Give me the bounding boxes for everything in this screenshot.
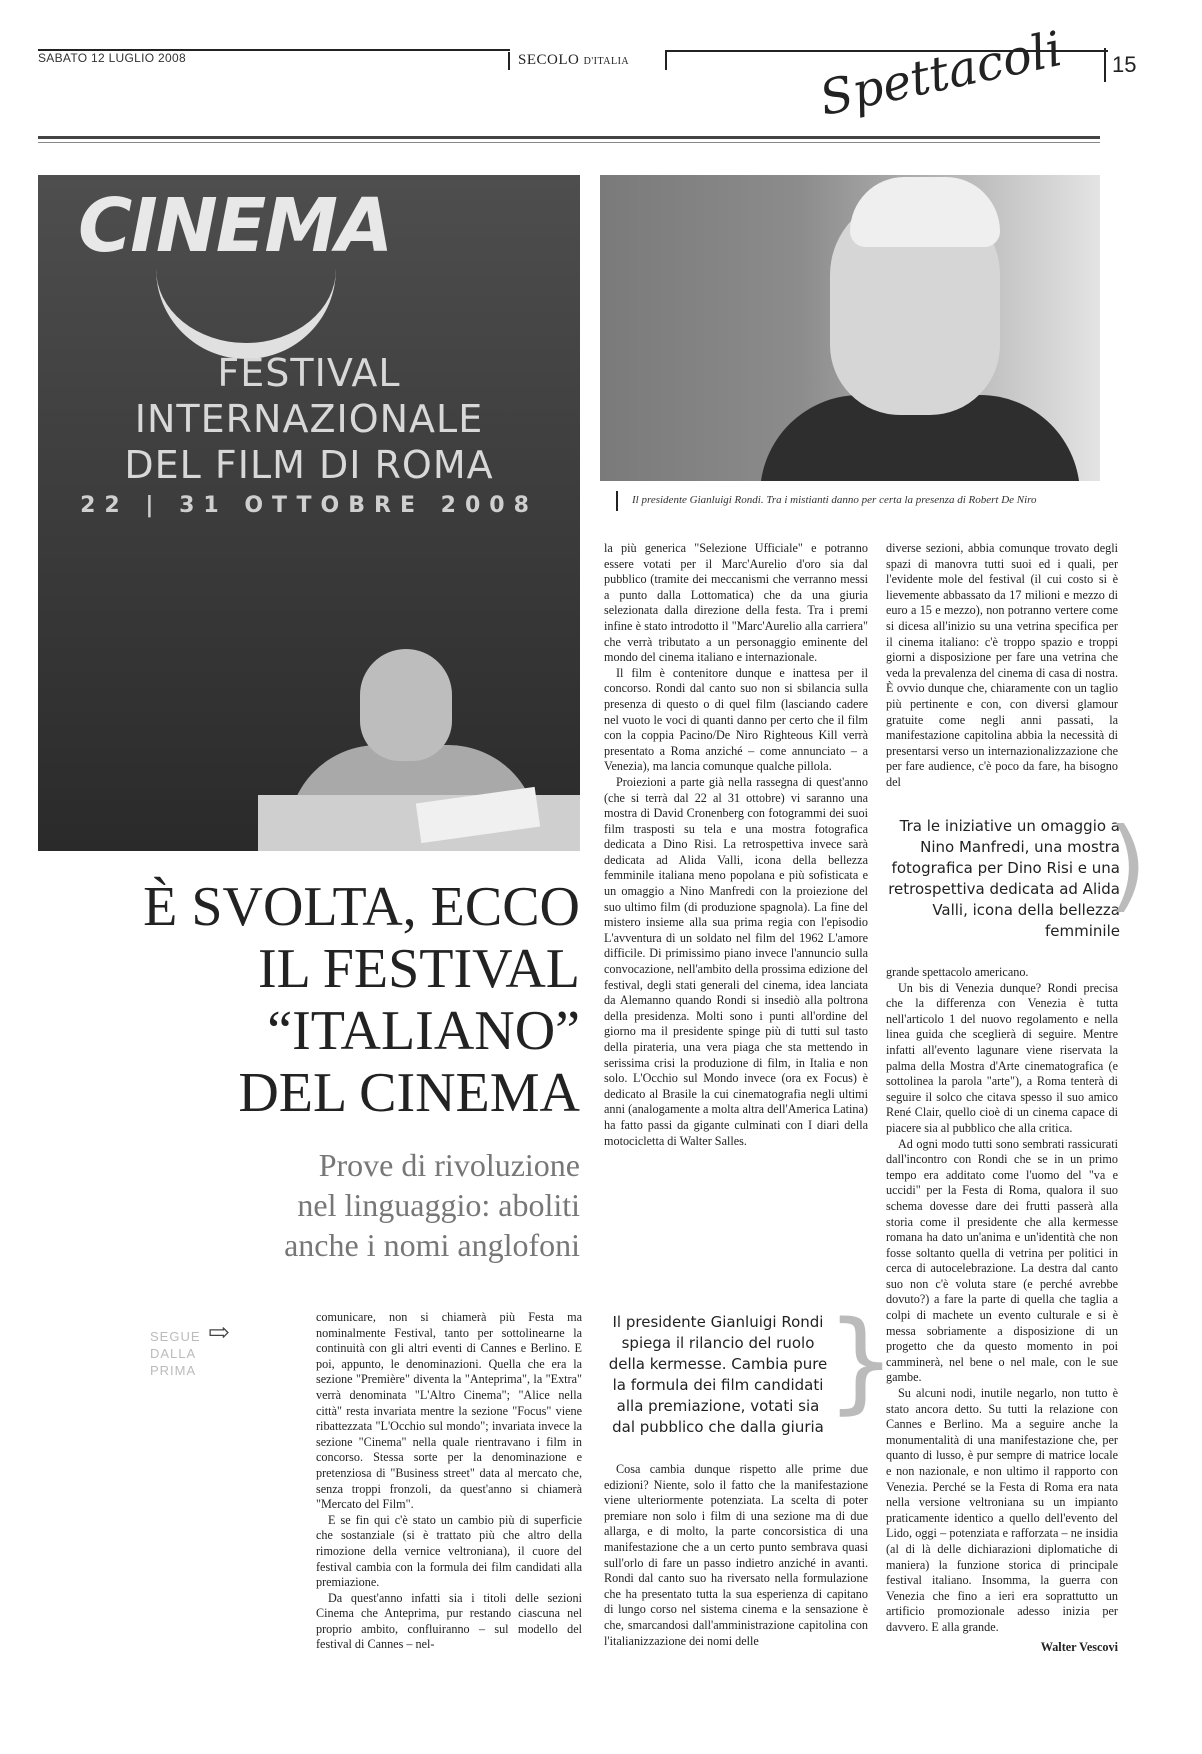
newspaper-name-suffix: D'ITALIA — [583, 56, 630, 67]
paragraph: Cosa cambia dunque rispetto alle prime due edizioni? Niente, solo il fatto che la manifestazione viene ulteriormente potenziata. La scelta di poter premiare non solo i film di una sezione ma di due allarga, e di molto, la parte concorsistica di una manifestazione che a un certo punto sembrava quasi sull'orlo di fare un passo indietro anziché in avanti. Rondi dal canto suo ha riversato nella formulazione che ha presentato tutta la sua esperienza di capitano di lungo corso nel sistema cinema e la sensazione è che, smarcandosi dall'amministrazione capitolina con l'italianizzazione dei nomi delle — [604, 1462, 868, 1648]
banner-dates: 22 | 31 OTTOBRE 2008 — [80, 493, 538, 518]
quote-brace: ) — [1108, 806, 1148, 923]
subhead-line: Prove di rivoluzione — [318, 1147, 580, 1183]
festival-photo — [38, 175, 580, 851]
portrait-hair — [850, 177, 1000, 247]
newspaper-name — [518, 52, 629, 69]
paragraph: Proiezioni a parte già nella rassegna di quest'anno (che si terrà dal 22 al 31 ottobre) vi saranno una mostra di David Cronenberg con fotogrammi dei suoi film trasposti su tela e una mostra fotografica dedicata a Dino Risi. La retrospettiva invece sarà dedicata ad Alida Valli, icona della bellezza femminile italiana meno popolana e più sofisticata e un omaggio a Nino Manfredi con la proiezione del suo ultimo film (di produzione spagnola). La fine del mistero insieme alla sua prima regia con l'episodio L'avventura di un soldato nel film del 1962 L'amore difficile. Di primissimo piano invece l'annuncio sulla convocazione, nell'ambito della prossima edizione del festival, degli stati generali del cinema, idea lanciata da Alemanno quando Rondi si insediò alla poltrona della presidenza. Molti sono i punti all'ordine del giorno ma il presidente spinge più di tutti sul tasto della pirateria, una vera piaga che sta mettendo in serissima crisi la produzione di film, in Italia e non solo. L'Occhio sul Mondo invece (ora ex Focus) è dedicato al Brasile la cui cinematografia negli ultimi anni (analogamente a molta altra dell'America Latina) ha fatto passi da gigante culminati con I diari della motocicletta di Walter Salles. — [604, 774, 868, 1148]
caption-marker — [616, 491, 618, 511]
arrow-right-icon: ⇨ — [208, 1318, 230, 1347]
headline-line: IL FESTIVAL — [258, 938, 580, 1000]
article-column — [604, 541, 868, 1149]
issue-date: SABATO 12 LUGLIO 2008 — [38, 51, 186, 65]
paragraph: Su alcuni nodi, inutile negarlo, non tutto è stato ancora detto. Su tutti la relazione con Cannes e Berlino. Ma a seguire anche la monumentalità di una manifestazione che, per quanto di lusso, è pur sempre di matrice locale e non nazionale, e non ultimo il rapporto con Venezia. Perché se la Festa di Roma era nata nella versione veltroniana su un impianto praticamente identico a quello dell'evento del Lido, oggi – potenziata e rafforzata – ne insidia (al di là delle dichiarazioni diplomatiche di maniera) la funzione storica di principale festival italiano. Insomma, la guerra con Venezia che fino a ieri era soprattutto un artificio promozionale adesso inizia per davvero. E alla grande. — [886, 1386, 1118, 1634]
article-column — [886, 541, 1118, 791]
subhead-line: nel linguaggio: aboliti — [297, 1187, 580, 1223]
banner-line-2: INTERNAZIONALE — [134, 397, 484, 441]
article-column — [886, 965, 1118, 1655]
headline-line: “ITALIANO” — [267, 1000, 580, 1062]
paragraph: Un bis di Venezia dunque? Rondi precisa che la differenza con Venezia è tutta nell'articolo 1 del nuovo regolamento e nella linea guida che sceglierà di seguire. Mentre infatti all'evento lagunare viene riservata la palma della Mostra d'Arte cinematografica (e sottolinea la parola "arte"), a Roma tenterà di seguire il solco che citava spesso il suo amico René Clair, quello cioè di un cinema capace di piacere sia al pubblico che alla critica. — [886, 980, 1118, 1135]
header-rule-thin — [38, 142, 1100, 143]
paragraph: grande spettacolo americano. — [886, 965, 1029, 979]
page-number: 15 — [1112, 52, 1137, 77]
header-rule-thick — [38, 136, 1100, 139]
article-column — [604, 1462, 868, 1649]
photo-caption: Il presidente Gianluigi Rondi. Tra i mistianti danno per certa la presenza di Robert De Niro — [632, 494, 1037, 506]
paragraph: la più generica "Selezione Ufficiale" e potranno essere votati per il Marc'Aurelio d'oro sia dal pubblico (tramite dei meccanismi che verranno messi a punto dalla Lottomatica) che da una giuria selezionata dalla direzione della festa. Tra i premi infine è stato introdotto il "Marc'Aurelio alla carriera" che verrà tributato a un personaggio eminente del mondo del cinema italiano e internazionale. — [604, 541, 868, 665]
continued-from-front-label: SEGUE DALLA PRIMA — [150, 1329, 201, 1378]
cinema-logo-arc — [156, 263, 336, 359]
quote-brace: } — [826, 1297, 896, 1425]
pull-quote: Il presidente Gianluigi Rondi spiega il rilancio del ruolo della kermesse. Cambia pure la formula dei film candidati alla premiazione, votati sia dal pubblico che dalla giuria — [608, 1313, 828, 1436]
page-number-divider — [1104, 48, 1106, 82]
author-signature: Walter Vescovi — [1040, 1639, 1118, 1654]
headline — [38, 876, 580, 1124]
cinema-logo: CINEMA — [78, 183, 392, 269]
pull-quote: Tra le iniziative un omaggio a Nino Manfredi, una mostra fotografica per Dino Risi e una retrospettiva dedicata ad Alida Valli, icona della bellezza femminile — [888, 817, 1120, 940]
banner-line-1: FESTIVAL — [217, 351, 401, 395]
banner-line-3: DEL FILM DI ROMA — [124, 443, 494, 487]
paragraph: comunicare, non si chiamerà più Festa ma nominalmente Festival, tanto per sottolinearne la continuità con gli altri eventi di Cannes e Berlino. E poi, appunto, le denominazioni. Quella che era la sezione "Première" diventa la "Anteprima", la "Extra" verrà denominata "L'Altro Cinema"; "Alice nella città" resta invariata mentre la sezione "Focus" viene ribattezzata "L'Occhio sul mondo"; invariata invece la sezione "Cinema" nella quale rientravano i film in concorso. Stessa sorte per la denominazione e pretenziosa di "Business street" data al mercato che, senza troppi fronzoli, da quest'anno si chiamerà "Mercato del Film". — [316, 1310, 582, 1512]
paragraph: diverse sezioni, abbia comunque trovato degli spazi di manovra tutti suoi ed i quali, per l'evidente mole del festival (il cui costo si è lievemente abbassato da 17 milioni e mezzo di euro a 15 e mezzo), non potranno vertere come si dicesa all'inizio su una vetrina specifica per il cinema italiano: c'è troppo spazio e troppi giorni a disposizione per fare una vetrina che veda la prevalenza del cinema di casa di nostra. È ovvio dunque che, chiaramente con un taglio più pertinente e con, con diversi glamour gratuite come negli anni passati, la manifestazione capitolina abbia la necessità di presentarsi verso un internazionalizzazione che per fare audience, c'è poco da fare, ha bisogno del — [886, 541, 1118, 789]
paragraph: Ad ogni modo tutti sono sembrati rassicurati dall'incontro con Rondi che se in un primo tempo era additato come l'uomo del "va e uccidi" per la Festa di Roma, qualora il suo schema dovesse dare dei frutti passerà alla storia come il presidente che alla kermesse romana ha dato un'anima e un'identità che non fosse soltanto quella di vetrina per politici in cerca di autocelebrazione. La destra dal canto suo non c'è voluta stare (e perché avrebbe dovuto?) a fare la parte di quella che taglia a colpi di machete un evento culturale e si è messa sobriamente a disposizione di un progetto che da questo momento in poi camminerà, nel bene o nel male, con le sue gambe. — [886, 1136, 1118, 1385]
headline-line: È SVOLTA, ECCO — [143, 876, 580, 938]
article-column — [316, 1310, 582, 1653]
headline-line: DEL CINEMA — [238, 1062, 580, 1124]
subhead-line: anche i nomi anglofoni — [284, 1227, 580, 1263]
paragraph: E se fin qui c'è stato un cambio più di superficie che sostanziale (si è trattato più che altro della rimozione della vernice veltroniana), il cuore del festival cambia con la formula dei film candidati alla premiazione. — [316, 1512, 582, 1590]
newspaper-name-main: SECOLO — [518, 52, 580, 68]
section-title: Spettacoli — [814, 21, 1067, 127]
speaker-head — [360, 649, 452, 761]
header-divider — [508, 52, 510, 70]
subheadline — [38, 1145, 580, 1265]
paragraph: Da quest'anno infatti sia i titoli delle sezioni Cinema che Anteprima, pur restando ciascuna nel proprio ambito, confluiranno – sul modello del festival di Cannes – nel- — [316, 1590, 582, 1652]
header-divider — [665, 52, 667, 70]
portrait-photo — [600, 175, 1100, 481]
paragraph: Il film è contenitore dunque e inattesa per il concorso. Rondi dal canto suo non si sbilancia sulla presenza di questo o di quel film (lasciando cadere nel vuoto le voci di quanti danno per certo che il film con la coppia Pacino/De Niro Righteous Kill verrà presentato a Roma anziché – come annunciato – a Venezia), ma lancia comunque qualche pillola. — [604, 665, 868, 774]
